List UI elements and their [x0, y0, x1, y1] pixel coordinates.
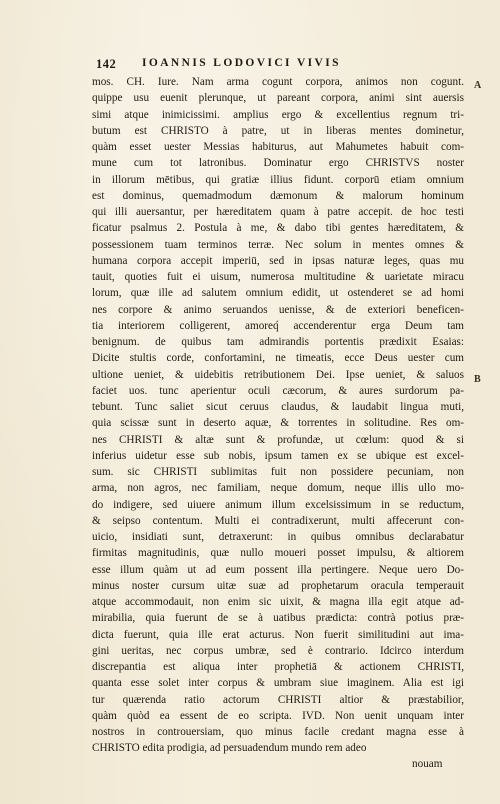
text-line: tauit, quoties fuit ei uisum, numerosa multitudine & uarietate miracu — [92, 271, 464, 283]
text-line: esse illum quàm ut ad eum possent illa pertingere. Neque uero Do- — [92, 563, 464, 576]
margin-mark-b: B — [474, 374, 481, 385]
text-line: mune cum tot latronibus. Dominatur ergo CHRISTVS noster — [92, 157, 464, 170]
text-line: qui illi auersantur, per hæreditatem quam à patre accepit. de hoc testi — [92, 206, 464, 218]
text-line: & seipso contentum. Multi ei contradixerunt, multi affecerunt con- — [92, 514, 464, 527]
text-line: quàm quòd ea essent de eo scripta. IVD. Non uenit unquam inter — [92, 709, 464, 722]
text-line: quia scissæ sunt in deserto aquæ, & torrentes in solitudine. Res om- — [92, 417, 464, 430]
text-line: simi atque inimicissimi. amplius ergo & excellentius regnum tri- — [92, 108, 464, 121]
page-number: 142 — [96, 57, 117, 71]
text-line: nostros in controuersiam, quo minus facile credant magna esse à — [92, 726, 464, 738]
text-line: humana corpora accepit imperiū, sed in ipsas naturæ leges, quas mu — [92, 254, 464, 267]
text-line: CHRISTO edita prodigia, ad persuadendum mundo rem adeo — [92, 742, 367, 755]
text-line: atque accommodauit, non enim sic uixit, & magna illa egit atque ad- — [92, 596, 464, 608]
text-line: gini ueritas, nec corpus umbræ, sed è contrario. Idcirco interdum — [92, 644, 464, 657]
text-line: do indigere, sed uiuere animum illum excelsissimum in se reductum, — [92, 498, 464, 511]
text-line: in illorum mētibus, qui gratiæ illius fidunt. corporū etiam omnium — [92, 173, 464, 186]
body-text — [92, 74, 464, 757]
text-line: ultione ueniet, & uidebitis retributionem Dei. Ipse ueniet, & saluos — [92, 368, 464, 381]
text-line: tia interiorem colligerent, amoreq́ accenderentur erga Deum tam — [92, 319, 464, 332]
text-line: lorum, quæ ille ad salutem omnium edidit, ut ostenderet se ad homi — [92, 287, 464, 300]
text-line: nes CHRISTI & altæ sunt & profundæ, ut cœlum: quod & si — [92, 433, 464, 446]
text-line: benignum. de quibus tam admirandis portentis prædixit Esaias: — [92, 336, 464, 348]
catchword: nouam — [412, 758, 443, 770]
text-line: inferius uidetur esse sub nobis, ipsum tamen ex se ubique est excel- — [92, 449, 464, 462]
text-line: dicta fuerunt, quia ille erat acturus. Non fuerit similitudini aut ima- — [92, 628, 464, 641]
text-line: uicio, insidiati sunt, detraxerunt: in quibus omnibus declarabatur — [92, 531, 464, 543]
text-line: arma, non agros, nec familiam, neque domum, neque illis ullo mo- — [92, 482, 464, 495]
text-line: quippe usu euenit plerunque, ut pareant corpora, animi sint auersis — [92, 92, 464, 105]
text-line: mos. CH. Iure. Nam arma cogunt corpora, animos non cogunt. — [92, 76, 464, 88]
text-line: Dicite stultis corde, confortamini, ne timeatis, ecce Deus uester cum — [92, 352, 464, 365]
text-line: quanta esse solet inter corpus & umbram siue imaginem. Alia est igi — [92, 677, 464, 690]
text-line: possessionem tuam terminos terræ. Nec solum in mentes omnes & — [92, 238, 464, 251]
margin-mark-a: A — [474, 80, 482, 91]
text-line: nes corpore & animo seruandos uenisse, & de exteriori beneficen- — [92, 303, 464, 316]
text-line: sum. sic CHRISTI sublimitas fuit non possidere pecuniam, non — [92, 466, 464, 478]
text-line: discrepantia est aliqua inter prophetiā & actionem CHRISTI, — [92, 661, 464, 673]
page-header — [96, 57, 456, 73]
text-line: butum est CHRISTO à patre, ut in liberas mentes dominetur, — [92, 124, 464, 137]
text-line: ficatur psalmus 2. Postula à me, & dabo tibi gentes hæreditatem, & — [92, 222, 464, 235]
text-line: tur quærenda ratio actorum CHRISTI altior & præstabilior, — [92, 693, 464, 706]
text-line: firmitas magnitudinis, quæ nullo moueri posset impulsu, & altiorem — [92, 547, 464, 560]
text-line: quàm esset uester Messias habiturus, aut Mahumetes habuit com- — [92, 141, 464, 153]
text-line: faciet uos. tunc aperientur oculi cæcorum, & aures surdorum pa- — [92, 384, 464, 397]
running-head: IOANNIS LODOVICI VIVIS — [142, 57, 341, 69]
text-line: est dominus, quemadmodum dæmonum & malorum hominum — [92, 189, 464, 202]
text-line: tebunt. Tunc saliet sicut ceruus claudus, & laudabit lingua muti, — [92, 401, 464, 413]
text-line: minus noster cursum uitæ suæ ad prophetarum oracula temperauit — [92, 579, 464, 592]
text-line: mirabilia, quia fuerunt de se à uatibus prædicta: contrà potius præ- — [92, 612, 464, 625]
